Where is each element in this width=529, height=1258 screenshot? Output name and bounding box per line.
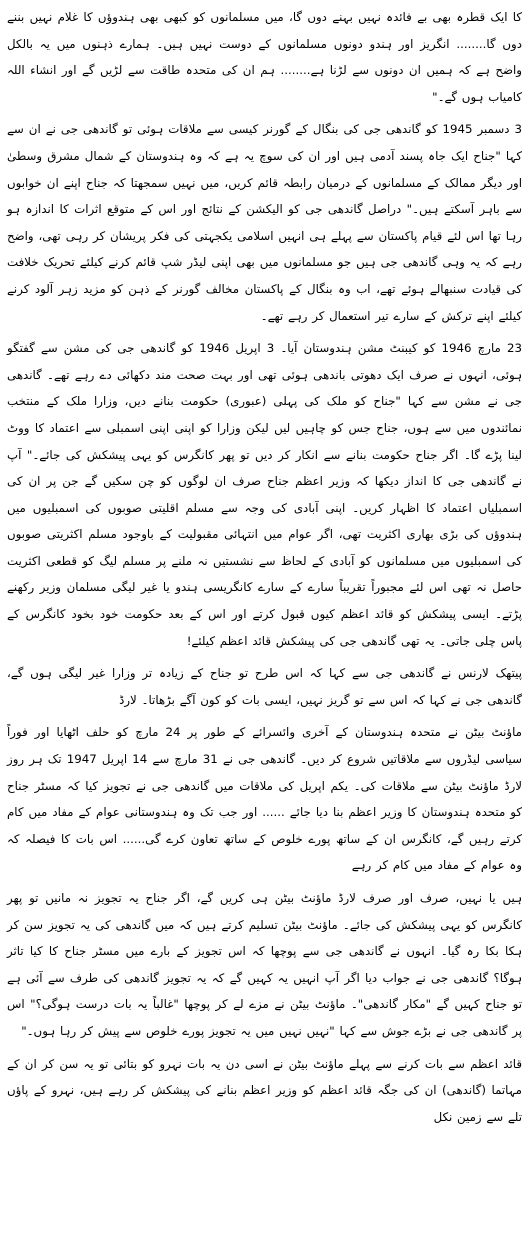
paragraph-6: ہیں یا نہیں، صرف اور صرف لارڈ ماؤنٹ بیٹن ہی کریں گے، اگر جناح یہ تجویز نہ مانیں تو پھر کانگرس کو یہی پیشکش کی جائے۔ ماؤنٹ بیٹن تسلیم کرتے ہیں کہ میں گاندھی کی یہ تجویز سن کر ہکا بکا رہ گیا۔ انہوں نے گاندھی جی سے پوچھا کہ اس تجویز کے بارے میں مسٹر جناح کا کیا تاثر ہوگا؟ گاندھی جی نے جواب دیا اگر آپ انہیں یہ کہیں گے کہ یہ تجویز گاندھی کی طرف سے آئی ہے تو جناح کہیں گے "مکار گاندھی"۔ ماؤنٹ بیٹن نے مزے لے کر پوچھا "غالباً یہ بات درست ہوگی؟" اس پر گاندھی جی نے بڑے جوش سے کہا "نہیں نہیں میں یہ تجویز پورے خلوص سے پیش کر رہا ہوں۔" [7, 891, 522, 1038]
paragraph-3: 23 مارچ 1946 کو کیبنٹ مشن ہندوستان آیا۔ 3 اپریل 1946 کو گاندھی جی کی مشن سے گفتگو ہوئی، انہوں نے صرف ایک دھوتی باندھی ہوئی تھی اور بہت صحت مند دکھائی دے رہے تھے۔ گاندھی جی نے مشن سے کہا "جناح کو ملک کی پہلی (عبوری) حکومت بنانے دیں، وزارا ملک کے منتخب نمائندوں میں سے ہوں، جناح جس کو چاہیں لیں لیکن وزارا کو اپنی اپنی اسمبلی سے اعتماد کا ووٹ لینا پڑے گا۔ اگر جناح حکومت بنانے سے انکار کر دیں تو پھر کانگرس کو یہی پیشکش کی جائے۔" آپ نے گاندھی جی کا انداز دیکھا کہ وزیر اعظم جناح صرف ان لوگوں کو چن سکیں گے جن پر ان کی اسمبلیاں اعتماد کا اظہار کریں۔ اپنی آبادی کی وجہ سے مسلم اقلیتی صوبوں کی اسمبلیوں میں ہندوؤں کی بڑی بھاری اکثریت تھی، اگر عوام میں انتہائی مقبولیت کے باوجود مسلم اکثریتی صوبوں کی اسمبلیوں میں مسلمانوں کو آبادی کے لحاظ سے نشستیں نہ ملنے پر مسلم لیگ کو قطعی اکثریت حاصل نہ تھی اس لئے مجبوراً تقریباً سارے کے سارے کانگریسی ہندو یا غیر لیگی مسلمان وزیر رکھنے پڑتے۔ ایسی پیشکش کو قائد اعظم کیوں قبول کرتے اور اس کے بعد حکومت خود بخود کانگرس کے پاس چلی جاتی۔ یہ تھی گاندھی جی کی پیشکش قائد اعظم کیلئے! [7, 341, 522, 648]
paragraph-1: کا ایک قطرہ بھی بے فائدہ نہیں بہنے دوں گا، میں مسلمانوں کو کبھی بھی ہندوؤں کا غلام نہیں بننے دوں گا........ انگریز اور ہندو دونوں مسلمانوں کے دوست نہیں ہیں۔ ہمارے ذہنوں میں یہ بالکل واضح ہے کہ ہمیں ان دونوں سے لڑنا ہے........ ہم ان کی متحدہ طاقت سے لڑیں گے اور انشاء اللہ کامیاب ہوں گے۔" [7, 10, 522, 104]
paragraph-7: قائد اعظم سے بات کرنے سے پہلے ماؤنٹ بیٹن نے اسی دن یہ بات نہرو کو بتائی تو یہ سن کر ان کے مہاتما (گاندھی) ان کی جگہ قائد اعظم کو وزیر اعظم بنانے کی پیشکش کر رہے ہیں، نہرو کے پاؤں تلے سے زمین نکل [7, 1056, 522, 1124]
paragraph-5: ماؤنٹ بیٹن نے متحدہ ہندوستان کے آخری وائسرائے کے طور پر 24 مارچ کو حلف اٹھایا اور فوراً سیاسی لیڈروں سے ملاقاتیں شروع کر دیں۔ گاندھی جی نے 31 مارچ سے 14 اپریل 1947 تک ہر روز لارڈ ماؤنٹ بیٹن سے ملاقات کی۔ یکم اپریل کی ملاقات میں گاندھی جی نے تجویز کیا کہ مسٹر جناح کو متحدہ ہندوستان کا وزیر اعظم بنا دیا جائے ...... اور جب تک وہ ہندوستانی عوام کے مفاد میں کام کرتے رہیں گے، کانگرس ان کے ساتھ پورے خلوص کے ساتھ تعاون کرے گی...... اس بات کا فیصلہ کہ وہ عوام کے مفاد میں کام کر رہے [7, 725, 522, 873]
paragraph-4: پیتھک لارنس نے گاندھی جی سے کہا کہ اس طرح تو جناح کے زیادہ تر وزارا غیر لیگی ہوں گے، گاندھی جی نے کہا کہ اس سے تو گریز نہیں، ایسی بات کو کون آگے بڑھاتا۔ لارڈ [7, 666, 522, 707]
paragraph-2: 3 دسمبر 1945 کو گاندھی جی کی بنگال کے گورنر کیسی سے ملاقات ہوئی تو گاندھی جی نے ان سے کہا "جناح ایک جاہ پسند آدمی ہیں اور ان کی سوچ یہ ہے کہ وہ ہندوستان کے شمال مشرق وسطیٰ اور دیگر ممالک کے مسلمانوں کے درمیان رابطہ قائم کریں، میں نہیں سمجھتا کہ جناح اپنے ان خوابوں سے باہر آسکتے ہیں۔" دراصل گاندھی جی کو الیکشن کے نتائج اور اس کے متوقع اثرات کا اندازہ ہو رہا تھا اس لئے قیام پاکستان سے پہلے ہی انہیں اسلامی یکجہتی کی فکر پریشان کر رہی تھی، واضح رہے کہ یہ وہی گاندھی جی ہیں جو مسلمانوں میں بھی اپنی لیڈر شپ قائم کرنے کیلئے تحریک خلافت کی قیادت سنبھالے ہوئے تھے، اب وہ بنگال کے پاکستان مخالف گورنر کے ذہن کو مزید زہر آلود کرنے کیلئے اپنے ترکش کے سارے تیر استعمال کر رہے تھے۔ [7, 122, 522, 323]
